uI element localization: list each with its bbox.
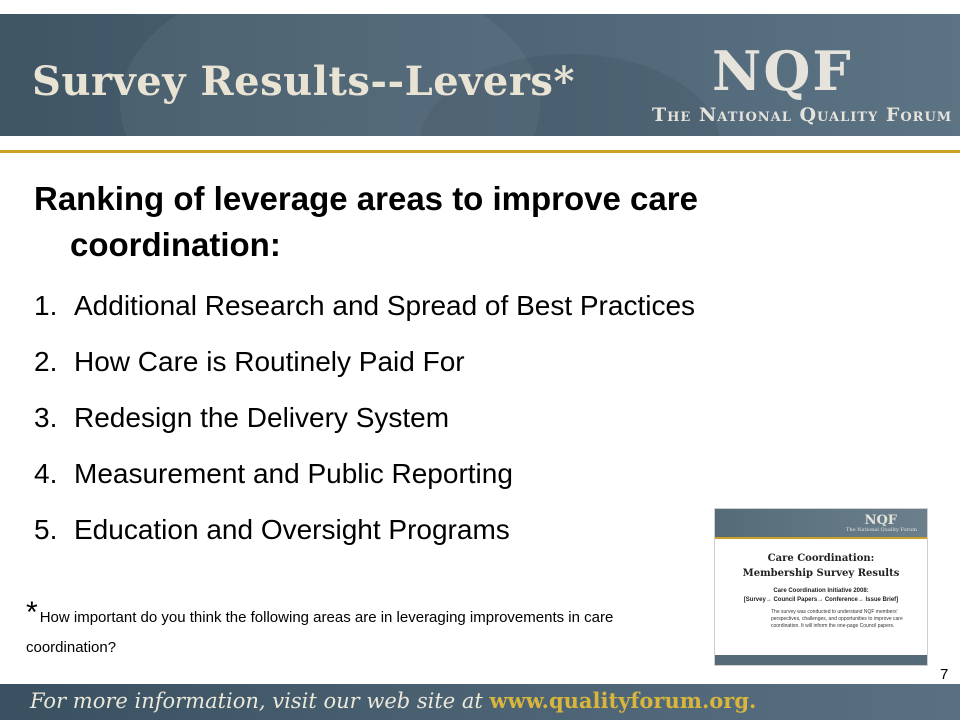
list-item bbox=[34, 278, 914, 334]
footnote-asterisk: * bbox=[26, 596, 38, 629]
thumbnail-title-line2: Membership Survey Results bbox=[742, 568, 900, 579]
list-item-number: 1. bbox=[34, 290, 58, 321]
list-heading: Ranking of leverage areas to improve care coordination: bbox=[34, 180, 698, 263]
list-item bbox=[34, 334, 914, 390]
footer-prefix: For more information, visit our web site at bbox=[30, 689, 490, 713]
report-thumbnail bbox=[714, 508, 928, 666]
list-item-text: Measurement and Public Reporting bbox=[74, 458, 513, 489]
nqf-logo-subtitle: The National Quality Forum bbox=[652, 104, 953, 126]
list-item bbox=[34, 446, 914, 502]
list-item bbox=[34, 390, 914, 446]
list-item-number: 3. bbox=[34, 402, 58, 433]
thumbnail-divider bbox=[715, 537, 927, 539]
thumbnail-header bbox=[715, 509, 927, 537]
thumbnail-logo: NQF bbox=[864, 513, 897, 528]
thumbnail-logo-subtitle: The National Quality Forum bbox=[846, 527, 917, 533]
list-item-text: Additional Research and Spread of Best Practices bbox=[74, 290, 696, 321]
thumbnail-flow: [Survey→ Council Papers→ Conference→ Issue Brief] bbox=[743, 597, 899, 603]
slide-header bbox=[0, 14, 960, 136]
thumbnail-title bbox=[715, 551, 927, 581]
list-item-text: Education and Oversight Programs bbox=[74, 514, 510, 545]
thumbnail-subtitle-text: Care Coordination Initiative 2008: bbox=[773, 588, 869, 594]
nqf-logo: NQF bbox=[712, 39, 853, 103]
list-item-number: 2. bbox=[34, 346, 58, 377]
website-link[interactable]: www.qualityforum.org. bbox=[489, 688, 757, 713]
footer-text bbox=[30, 688, 756, 713]
thumbnail-footer bbox=[715, 655, 927, 665]
list-item-number: 4. bbox=[34, 458, 58, 489]
gold-divider bbox=[0, 150, 960, 153]
thumbnail-subtitle bbox=[715, 587, 927, 605]
slide-footer bbox=[0, 684, 960, 720]
list-item-number: 5. bbox=[34, 514, 58, 545]
list-item-text: Redesign the Delivery System bbox=[74, 402, 450, 433]
slide-body bbox=[34, 176, 914, 558]
footnote bbox=[26, 598, 666, 663]
thumbnail-title-line1: Care Coordination: bbox=[767, 553, 875, 564]
thumbnail-body: The survey was conducted to understand NQF members' perspectives, challenges, and opportunities to improve care coordination. It will inform the one-page Council papers. bbox=[771, 609, 903, 629]
list-item-text: How Care is Routinely Paid For bbox=[74, 346, 465, 377]
slide-title: Survey Results--Levers* bbox=[32, 58, 575, 105]
page-number: 7 bbox=[940, 666, 949, 683]
footnote-text: How important do you think the following areas are in leveraging improvements in care coordination? bbox=[26, 609, 614, 656]
